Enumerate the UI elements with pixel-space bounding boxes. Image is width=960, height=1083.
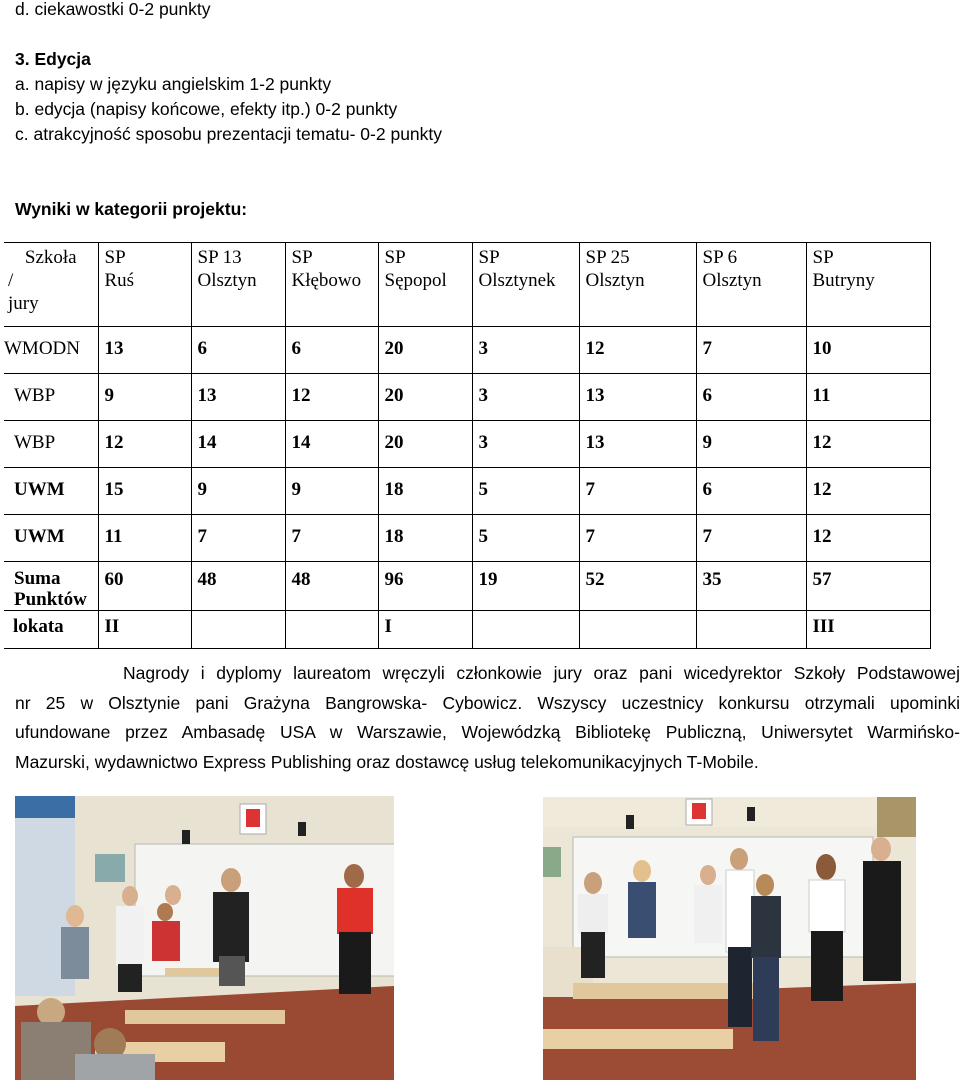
place-cell — [285, 611, 378, 649]
jury-label: WBP — [4, 421, 98, 468]
results-heading: Wyniki w kategorii projektu: — [15, 199, 248, 219]
school-line: Butryny — [812, 270, 875, 291]
school-header — [191, 243, 285, 327]
score-cell: 5 — [472, 468, 579, 515]
score-cell: 7 — [191, 515, 285, 562]
corner-cell — [4, 243, 98, 327]
score-cell: 12 — [98, 421, 191, 468]
score-cell: 13 — [191, 374, 285, 421]
school-line: Olsztyn — [702, 270, 762, 291]
score-cell: 9 — [285, 468, 378, 515]
score-cell: 7 — [579, 468, 696, 515]
sum-cell: 19 — [472, 562, 579, 611]
school-line: SP 6 — [702, 247, 738, 268]
place-cell — [472, 611, 579, 649]
sum-cell: 48 — [285, 562, 378, 611]
score-cell: 13 — [98, 327, 191, 374]
school-line: SP 25 — [585, 247, 630, 268]
jury-label: WBP — [4, 374, 98, 421]
criteria-item-a: a. napisy w języku angielskim 1-2 punkty — [15, 74, 332, 94]
score-cell: 6 — [696, 468, 806, 515]
sum-cell: 52 — [579, 562, 696, 611]
score-cell: 20 — [378, 374, 472, 421]
score-cell: 20 — [378, 421, 472, 468]
score-cell: 6 — [191, 327, 285, 374]
table-row — [4, 468, 930, 515]
corner-line: Szkoła — [24, 247, 77, 268]
place-cell — [191, 611, 285, 649]
jury-label: UWM — [4, 515, 98, 562]
criteria-item-b: b. edycja (napisy końcowe, efekty itp.) 0-2 punkty — [15, 99, 398, 119]
award-ceremony-photo-left — [15, 796, 394, 1080]
school-header — [806, 243, 930, 327]
school-line: SP — [478, 247, 500, 268]
school-line: Olsztynek — [478, 270, 556, 291]
score-cell: 9 — [98, 374, 191, 421]
school-line: Ruś — [104, 270, 135, 291]
sum-cell: 48 — [191, 562, 285, 611]
score-cell: 7 — [696, 327, 806, 374]
school-header — [378, 243, 472, 327]
place-cell: III — [806, 611, 930, 649]
score-cell: 18 — [378, 468, 472, 515]
score-cell: 11 — [98, 515, 191, 562]
school-line: SP — [291, 247, 313, 268]
place-cell — [579, 611, 696, 649]
paragraph-line: Nagrody i dyplomy laureatom wręczyli członkowie jury oraz pani wicedyrektor Szkoły Podstawowej — [123, 663, 960, 683]
table-row-sum — [4, 562, 930, 611]
place-label: lokata — [4, 611, 98, 649]
results-table — [4, 242, 931, 649]
score-cell: 14 — [285, 421, 378, 468]
table-row — [4, 515, 930, 562]
sum-label-line: Suma — [14, 568, 61, 589]
score-cell: 5 — [472, 515, 579, 562]
school-line: Olsztyn — [197, 270, 257, 291]
score-cell: 6 — [285, 327, 378, 374]
score-cell: 3 — [472, 374, 579, 421]
table-row — [4, 327, 930, 374]
score-cell: 3 — [472, 327, 579, 374]
criteria-item-c: c. atrakcyjność sposobu prezentacji tematu- 0-2 punkty — [15, 124, 443, 144]
place-cell — [696, 611, 806, 649]
awards-paragraph — [15, 659, 960, 777]
jury-label: WMODN — [4, 327, 98, 374]
score-cell: 3 — [472, 421, 579, 468]
score-cell: 13 — [579, 374, 696, 421]
school-header — [696, 243, 806, 327]
score-cell: 9 — [696, 421, 806, 468]
score-cell: 12 — [806, 468, 930, 515]
award-ceremony-photo-right — [543, 797, 916, 1080]
paragraph-line: Mazurski, wydawnictwo Express Publishing oraz dostawcę usług telekomunikacyjnych T-Mobile. — [15, 751, 759, 772]
school-line: Olsztyn — [585, 270, 645, 291]
score-cell: 12 — [806, 421, 930, 468]
photo-illustration — [543, 797, 916, 1080]
criteria-item-d: d. ciekawostki 0-2 punkty — [15, 0, 211, 19]
score-cell: 7 — [696, 515, 806, 562]
table-row-place — [4, 611, 930, 649]
school-header — [579, 243, 696, 327]
school-header — [472, 243, 579, 327]
table-row — [4, 374, 930, 421]
score-cell: 12 — [579, 327, 696, 374]
score-cell: 13 — [579, 421, 696, 468]
paragraph-line: nr 25 w Olsztynie pani Grażyna Bangrowska- Cybowicz. Wszyscy uczestnicy konkursu otrzymali upominki — [15, 692, 960, 713]
score-cell: 11 — [806, 374, 930, 421]
sum-cell: 57 — [806, 562, 930, 611]
sum-cell: 60 — [98, 562, 191, 611]
score-cell: 18 — [378, 515, 472, 562]
score-cell: 7 — [579, 515, 696, 562]
place-cell: I — [378, 611, 472, 649]
score-cell: 9 — [191, 468, 285, 515]
score-cell: 12 — [806, 515, 930, 562]
school-line: SP — [812, 247, 834, 268]
school-line: SP — [104, 247, 126, 268]
table-header-row — [4, 243, 930, 327]
score-cell: 20 — [378, 327, 472, 374]
score-cell: 15 — [98, 468, 191, 515]
sum-label-line: Punktów — [14, 589, 87, 610]
table-row — [4, 421, 930, 468]
school-line: SP 13 — [197, 247, 242, 268]
sum-label-cell — [4, 562, 98, 611]
school-line: SP — [384, 247, 406, 268]
photo-illustration — [15, 796, 394, 1080]
score-cell: 10 — [806, 327, 930, 374]
jury-label: UWM — [4, 468, 98, 515]
score-cell: 6 — [696, 374, 806, 421]
school-header — [98, 243, 191, 327]
section-title-edycja: 3. Edycja — [15, 49, 91, 69]
place-cell: II — [98, 611, 191, 649]
sum-cell: 96 — [378, 562, 472, 611]
score-cell: 12 — [285, 374, 378, 421]
corner-line: / — [8, 270, 14, 291]
sum-cell: 35 — [696, 562, 806, 611]
school-header — [285, 243, 378, 327]
corner-line: jury — [8, 293, 39, 314]
score-cell: 7 — [285, 515, 378, 562]
paragraph-line: ufundowane przez Ambasadę USA w Warszawie, Wojewódzką Bibliotekę Publiczną, Uniwersytet Warmińsko- — [15, 722, 960, 742]
score-cell: 14 — [191, 421, 285, 468]
school-line: Kłębowo — [291, 270, 362, 291]
school-line: Sępopol — [384, 270, 447, 291]
